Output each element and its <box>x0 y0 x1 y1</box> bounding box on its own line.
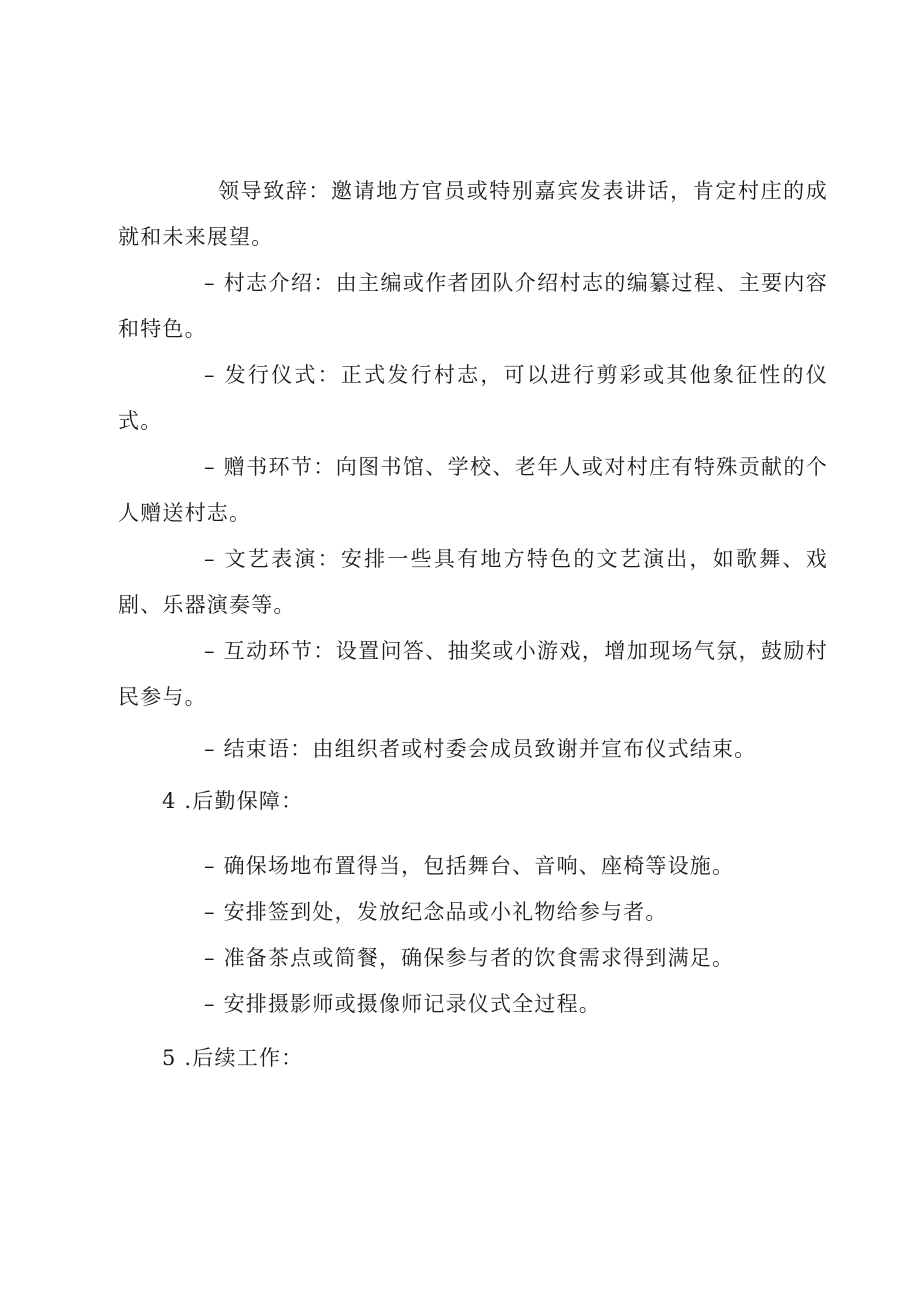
performance-paragraph: – 文艺表演：安排一些具有地方特色的文艺演出，如歌舞、戏剧、乐器演奏等。 <box>118 547 828 617</box>
logistics-item: – 准备茶点或简餐，确保参与者的饮食需求得到满足。 <box>204 946 735 970</box>
followup-heading: 5 .后续工作： <box>162 1046 304 1070</box>
book-gift-paragraph: – 赠书环节：向图书馆、学校、老年人或对村庄有特殊贡献的个人赠送村志。 <box>118 455 828 525</box>
leader-speech-paragraph: 领导致辞：邀请地方官员或特别嘉宾发表讲话，肯定村庄的成就和未来展望。 <box>118 179 828 249</box>
logistics-heading: 4 .后勤保障： <box>162 789 304 813</box>
closing-remarks-item: – 结束语：由组织者或村委会成员致谢并宣布仪式结束。 <box>204 737 757 761</box>
logistics-item: – 安排签到处，发放纪念品或小礼物给参与者。 <box>204 900 668 924</box>
release-ceremony-paragraph: – 发行仪式：正式发行村志，可以进行剪彩或其他象征性的仪式。 <box>118 363 828 433</box>
logistics-item: – 安排摄影师或摄像师记录仪式全过程。 <box>204 992 601 1016</box>
interaction-paragraph: – 互动环节：设置问答、抽奖或小游戏，增加现场气氛，鼓励村民参与。 <box>118 639 828 709</box>
village-record-intro-paragraph: – 村志介绍：由主编或作者团队介绍村志的编纂过程、主要内容和特色。 <box>118 271 828 341</box>
logistics-item: – 确保场地布置得当，包括舞台、音响、座椅等设施。 <box>204 854 735 878</box>
